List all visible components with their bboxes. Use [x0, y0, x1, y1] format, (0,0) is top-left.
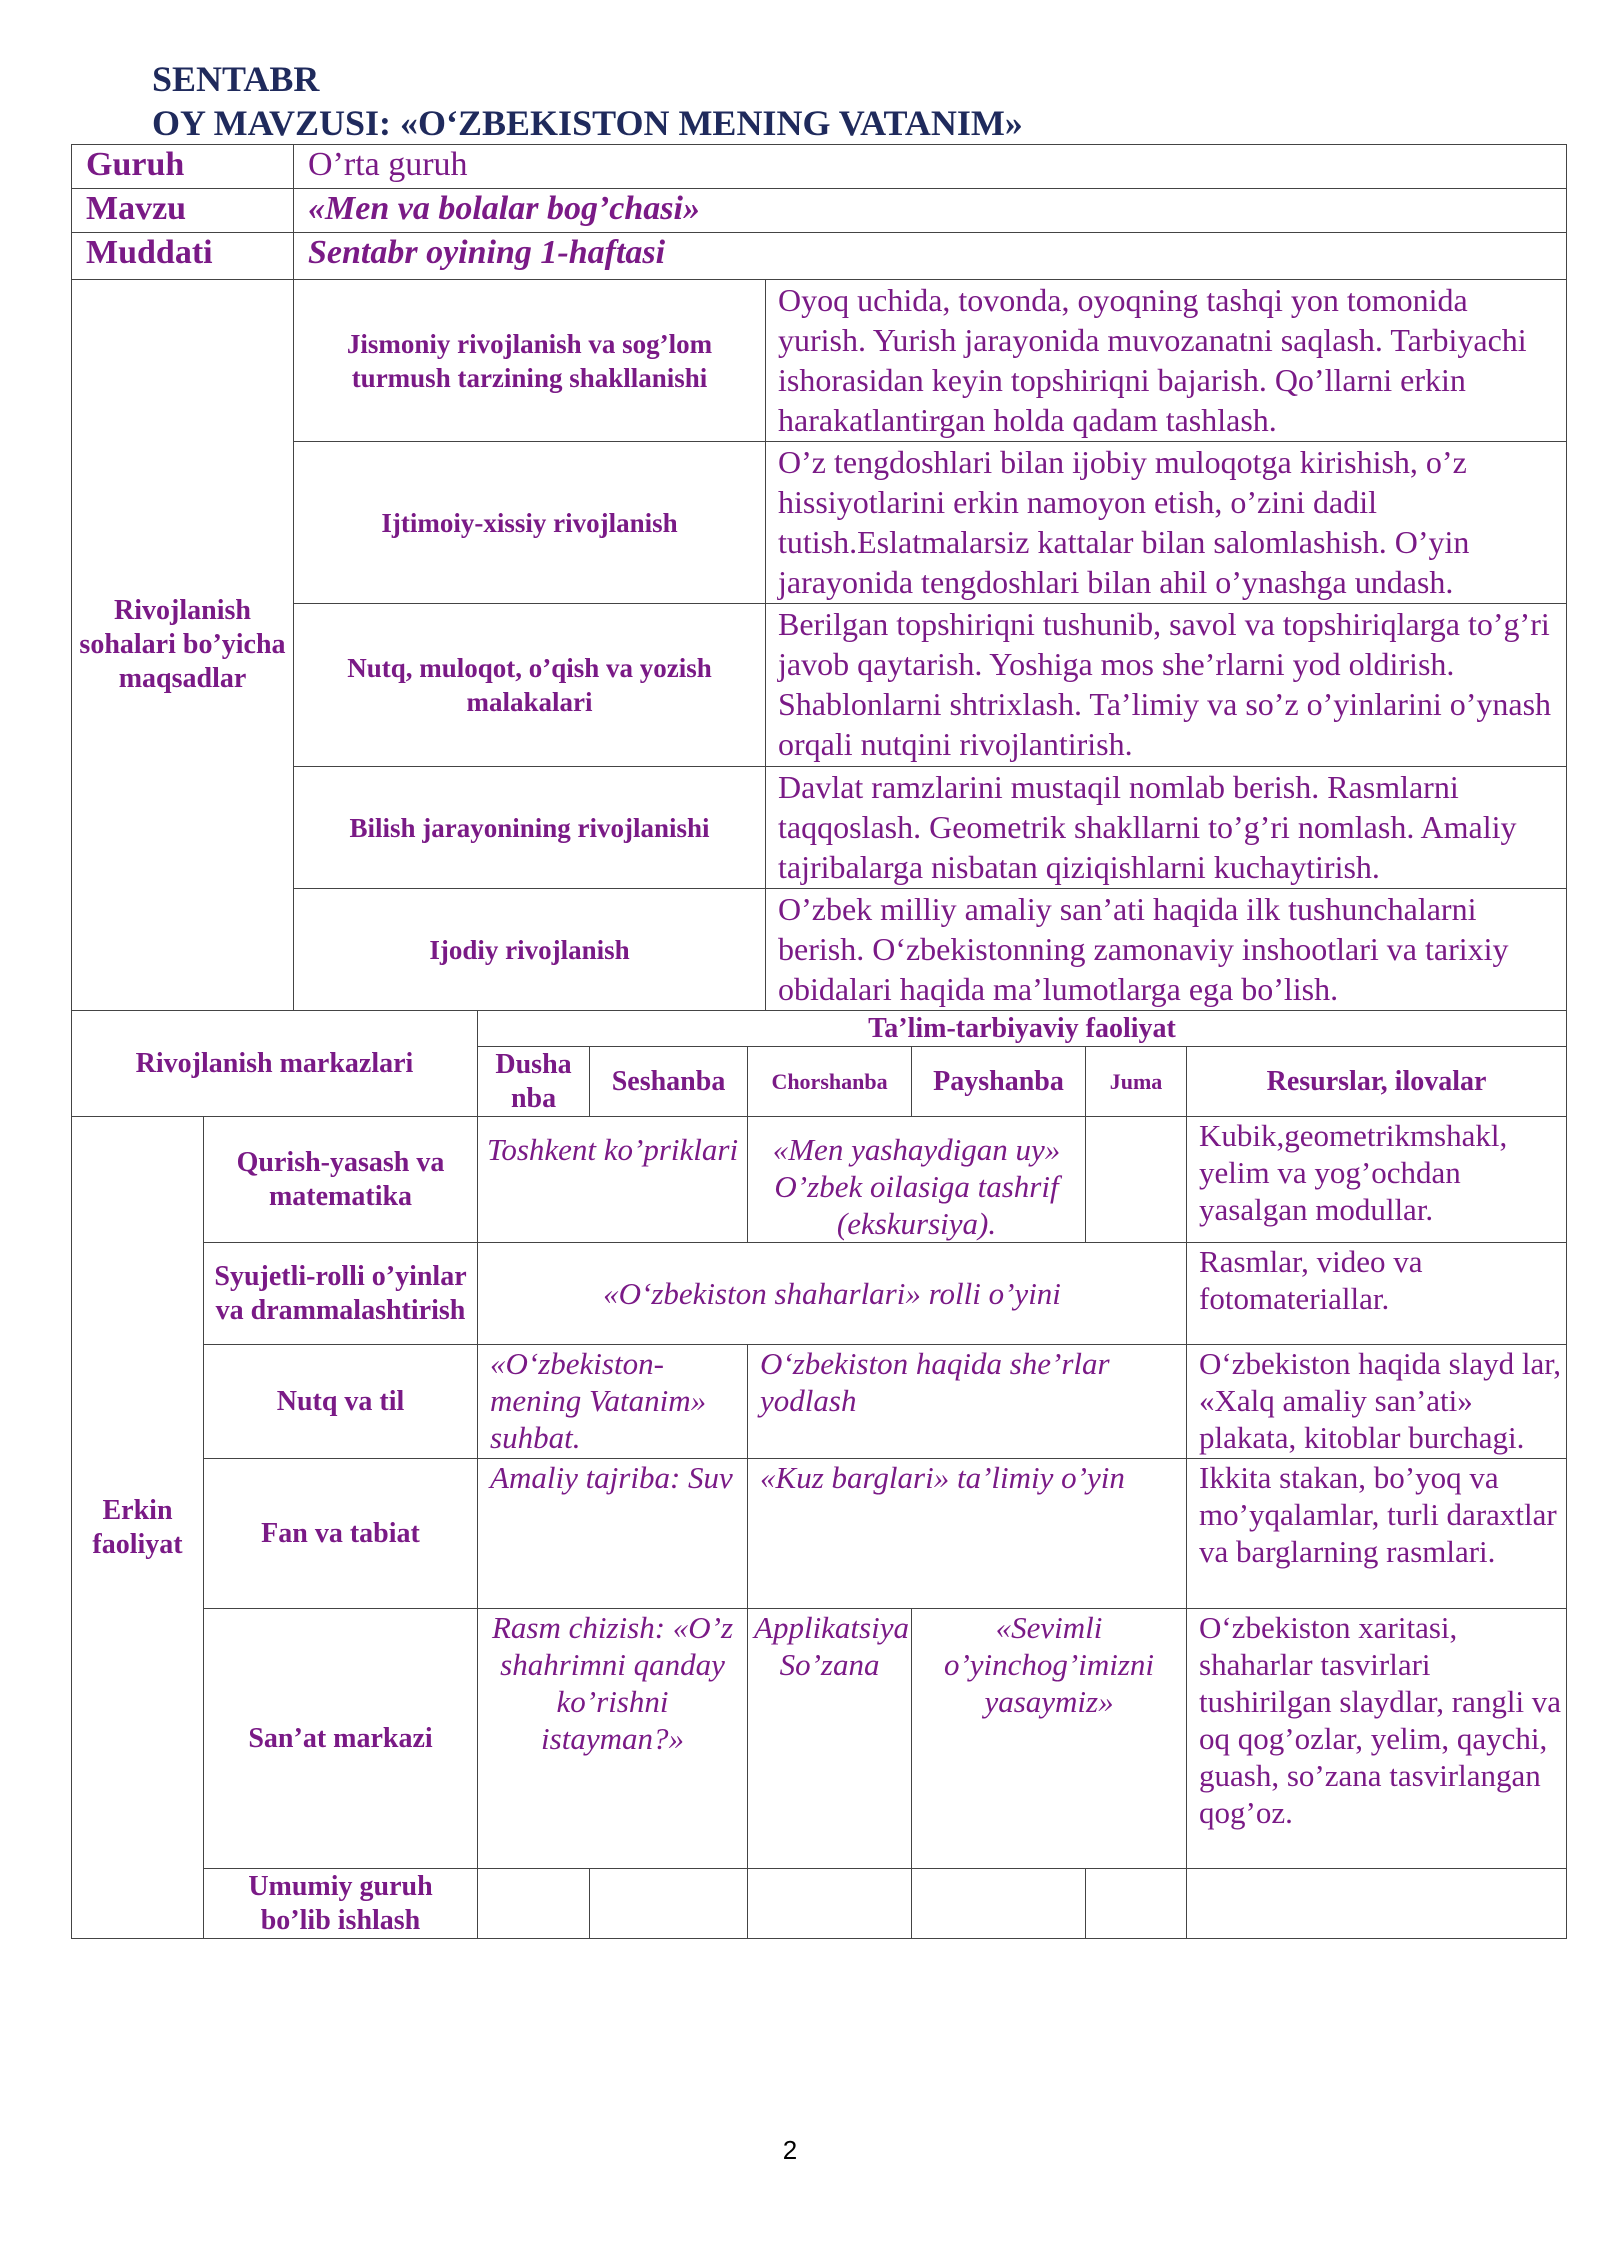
day-thursday: Payshanba	[912, 1047, 1086, 1117]
center-construction-math: Qurish-yasash va matematika	[204, 1117, 478, 1243]
group-work-thu	[912, 1869, 1086, 1939]
page-number: 2	[782, 2135, 798, 2165]
group-work-tue	[590, 1869, 748, 1939]
free-activity-label: Erkin faoliyat	[72, 1117, 204, 1939]
center-science: Fan va tabiat	[204, 1459, 478, 1609]
topic-value: «Men va bolalar bog’chasi»	[294, 189, 1567, 233]
center-speech: Nutq va til	[204, 1345, 478, 1459]
goal-social: O’z tengdoshlari bilan ijobiy muloqotga kirishish, o’z hissiyotlarini erkin namoyon etish, o’zini dadil tutish.Eslatmalarsiz kattalar bilan salomlashish. O’yin jarayonida tengdoshlari bilan ahil o’ynashga undash.	[766, 442, 1567, 604]
domain-cognitive: Bilish jarayonining rivojlanishi	[294, 767, 766, 889]
day-friday: Juma	[1086, 1047, 1187, 1117]
group-work-fri	[1086, 1869, 1187, 1939]
activity-construction-fri	[1086, 1117, 1187, 1243]
activity-art-thu-fri: «Sevimli o’yinchog’imizni yasaymiz»	[912, 1609, 1187, 1869]
theme-heading: OY MAVZUSI: «O‘ZBEKISTON MENING VATANIM»	[152, 103, 1023, 143]
duration-value: Sentabr oyining 1-haftasi	[294, 233, 1567, 280]
domain-social: Ijtimoiy-xissiy rivojlanish	[294, 442, 766, 604]
group-label: Guruh	[72, 145, 294, 189]
duration-label: Muddati	[72, 233, 294, 280]
goal-physical: Oyoq uchida, tovonda, oyoqning tashqi yon tomonida yurish. Yurish jarayonida muvozanatni saqlash. Tarbiyachi ishorasidan keyin topshiriqni bajarish. Qo’llarni erkin harakatlantirgan holda qadam tashlash.	[766, 280, 1567, 442]
activity-art-wed: Applikatsiya So’zana	[748, 1609, 912, 1869]
info-table	[71, 144, 1567, 280]
goals-area-label: Rivojlanish sohalari bo’yicha maqsadlar	[72, 280, 294, 1011]
goals-table	[71, 279, 1567, 1011]
center-role-play: Syujetli-rolli o’yinlar va drammalashtirish	[204, 1243, 478, 1345]
activity-speech-wed-fri: O‘zbekiston haqida she’rlar yodlash	[748, 1345, 1187, 1459]
center-group-work: Umumiy guruh bo’lib ishlash	[204, 1869, 478, 1939]
goal-cognitive: Davlat ramzlarini mustaqil nomlab berish. Rasmlarni taqqoslash. Geometrik shakllarni to’g’ri nomlash. Amaliy tajribalarga nisbatan qiziqishlarni kuchaytirish.	[766, 767, 1567, 889]
activity-science-wed-fri: «Kuz barglari» ta’limiy o’yin	[748, 1459, 1187, 1609]
resources-science: Ikkita stakan, bo’yoq va mo’yqalamlar, turli daraxtlar va barglarning rasmlari.	[1187, 1459, 1567, 1609]
group-work-wed	[748, 1869, 912, 1939]
centers-header: Rivojlanish markazlari	[72, 1011, 478, 1117]
activity-construction-wed-thu: «Men yashaydigan uy» O’zbek oilasiga tashrif (ekskursiya).	[748, 1117, 1086, 1243]
resources-construction: Kubik,geometrikmshakl, yelim va yog’ochdan yasalgan modullar.	[1187, 1117, 1567, 1243]
resources-art: O‘zbekiston xaritasi, shaharlar tasvirlari tushirilgan slaydlar, rangli va oq qog’ozlar, yelim, qaychi, guash, so’zana tasvirlangan qog’oz.	[1187, 1609, 1567, 1869]
topic-label: Mavzu	[72, 189, 294, 233]
resources-role-play: Rasmlar, video va fotomateriallar.	[1187, 1243, 1567, 1345]
resources-header: Resurslar, ilovalar	[1187, 1047, 1567, 1117]
goal-speech: Berilgan topshiriqni tushunib, savol va topshiriqlarga to’g’ri javob qaytarish. Yoshiga mos she’rlarni yod oldirish. Shablonlarni shtrixlash. Ta’limiy va so’z o’yinlarini o’ynash orqali nutqini rivojlantirish.	[766, 604, 1567, 767]
day-monday: Dusha nba	[478, 1047, 590, 1117]
domain-speech: Nutq, muloqot, o’qish va yozish malakalari	[294, 604, 766, 767]
activity-construction-mon-tue: Toshkent ko’priklari	[478, 1117, 748, 1243]
center-art: San’at markazi	[204, 1609, 478, 1869]
goal-creative: O’zbek milliy amaliy san’ati haqida ilk tushunchalarni berish. O‘zbekistonning zamonaviy inshootlari va tarixiy obidalari haqida ma’lumotlarga ega bo’lish.	[766, 889, 1567, 1011]
activity-header: Ta’lim-tarbiyaviy faoliyat	[478, 1011, 1567, 1047]
group-work-mon	[478, 1869, 590, 1939]
group-work-resources	[1187, 1869, 1567, 1939]
resources-speech: O‘zbekiston haqida slayd lar, «Xalq amaliy san’ati» plakata, kitoblar burchagi.	[1187, 1345, 1567, 1459]
month-heading: SENTABR	[152, 59, 320, 99]
group-value: O’rta guruh	[294, 145, 1567, 189]
domain-creative: Ijodiy rivojlanish	[294, 889, 766, 1011]
day-tuesday: Seshanba	[590, 1047, 748, 1117]
activity-science-mon-tue: Amaliy tajriba: Suv	[478, 1459, 748, 1609]
activity-table	[71, 1010, 1567, 1939]
domain-physical: Jismoniy rivojlanish va sog’lom turmush tarzining shakllanishi	[294, 280, 766, 442]
day-wednesday: Chorshanba	[748, 1047, 912, 1117]
activity-role-play: «O‘zbekiston shaharlari» rolli o’yini	[478, 1243, 1187, 1345]
activity-speech-mon-tue: «O‘zbekiston-mening Vatanim» suhbat.	[478, 1345, 748, 1459]
activity-art-mon-tue: Rasm chizish: «O’z shahrimni qanday ko’rishni istayman?»	[478, 1609, 748, 1869]
